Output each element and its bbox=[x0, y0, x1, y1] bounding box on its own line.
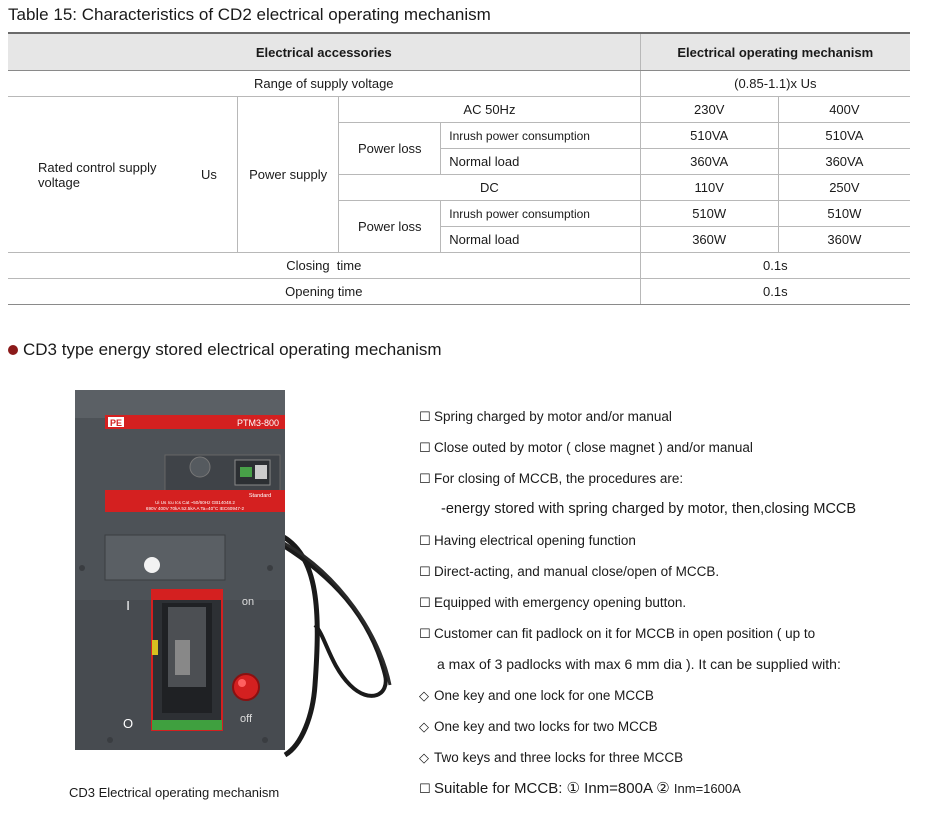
on-label: on bbox=[241, 596, 255, 608]
rating-line1: Ui Us Icu Ics Cat ~50/60Hz GB14048.2 bbox=[155, 500, 235, 505]
feature-item bbox=[419, 773, 856, 804]
us-label: Us bbox=[201, 167, 217, 182]
feature-text: Spring charged by motor and/or manual bbox=[434, 409, 672, 424]
dc-normal-2: 360W bbox=[778, 227, 910, 253]
ac-label: AC 50Hz bbox=[339, 97, 640, 123]
operating-mechanism-image bbox=[70, 385, 400, 760]
opening-label: Opening time bbox=[8, 279, 640, 305]
feature-item bbox=[419, 711, 856, 742]
diamond-icon: ◇ bbox=[419, 688, 429, 703]
feature-item bbox=[419, 618, 856, 649]
checkbox-icon: ☐ bbox=[419, 409, 431, 424]
power-loss-label-dc: Power loss bbox=[339, 201, 441, 253]
ac-v2: 400V bbox=[778, 97, 910, 123]
table-row bbox=[8, 253, 910, 279]
feature-item bbox=[419, 649, 856, 680]
dc-inrush-1: 510W bbox=[640, 201, 778, 227]
checkbox-icon: ☐ bbox=[419, 564, 431, 579]
feature-text: One key and two locks for two MCCB bbox=[434, 719, 658, 734]
feature-item bbox=[419, 587, 856, 618]
indicator-icon bbox=[144, 557, 160, 573]
rating-standard-text: Standard bbox=[248, 493, 272, 499]
rating-line2: 690V 400V 70kA 52.5kA A Ta=40°C IEC60947-2 bbox=[145, 506, 245, 511]
feature-text: One key and one lock for one MCCB bbox=[434, 688, 654, 703]
feature-item bbox=[419, 494, 856, 525]
power-supply-label: Power supply bbox=[237, 97, 338, 253]
closing-label: Closing time bbox=[8, 253, 640, 279]
range-label: Range of supply voltage bbox=[8, 71, 640, 97]
zero-label: O bbox=[122, 716, 134, 731]
checkbox-icon: ☐ bbox=[419, 533, 431, 548]
checkbox-icon: ☐ bbox=[419, 595, 431, 610]
normal-label-dc: Normal load bbox=[441, 227, 640, 253]
feature-text: Suitable for MCCB: ① Inm=800A ② bbox=[434, 780, 670, 797]
header-electrical-operating-mechanism: Electrical operating mechanism bbox=[640, 33, 910, 71]
diamond-icon: ◇ bbox=[419, 719, 429, 734]
closing-value: 0.1s bbox=[640, 253, 910, 279]
header-electrical-accessories: Electrical accessories bbox=[8, 33, 640, 71]
checkbox-icon: ☐ bbox=[419, 626, 431, 641]
checkbox-icon: ☐ bbox=[419, 440, 431, 455]
dc-v2: 250V bbox=[778, 175, 910, 201]
feature-text: a max of 3 padlocks with max 6 mm dia ). It can be supplied with: bbox=[437, 656, 841, 672]
feature-text: For closing of MCCB, the procedures are: bbox=[434, 471, 684, 486]
diamond-icon: ◇ bbox=[419, 750, 429, 765]
table-header-row bbox=[8, 33, 910, 71]
table-title: Table 15: Characteristics of CD2 electrical operating mechanism bbox=[8, 5, 491, 24]
range-value: (0.85-1.1)x Us bbox=[640, 71, 910, 97]
dc-label: DC bbox=[339, 175, 640, 201]
characteristics-table bbox=[8, 32, 910, 305]
section-heading bbox=[8, 340, 442, 360]
rated-label-text: Rated control supply voltage bbox=[38, 159, 157, 190]
inrush-label: Inrush power consumption bbox=[441, 123, 640, 149]
one-label: I bbox=[126, 598, 130, 613]
dc-v1: 110V bbox=[640, 175, 778, 201]
inrush-label-dc: Inrush power consumption bbox=[441, 201, 640, 227]
feature-text: Having electrical opening function bbox=[434, 533, 636, 548]
rated-label bbox=[8, 97, 237, 253]
emergency-button-icon bbox=[233, 674, 259, 700]
checkbox-icon: ☐ bbox=[419, 471, 431, 486]
ac-inrush-2: 510VA bbox=[778, 123, 910, 149]
ac-normal-2: 360VA bbox=[778, 149, 910, 175]
section-heading-text: CD3 type energy stored electrical operating mechanism bbox=[23, 340, 442, 359]
ac-normal-1: 360VA bbox=[640, 149, 778, 175]
feature-item bbox=[419, 742, 856, 773]
feature-item bbox=[419, 556, 856, 587]
checkbox-icon: ☐ bbox=[419, 781, 431, 796]
off-label: off bbox=[239, 713, 253, 725]
feature-item bbox=[419, 401, 856, 432]
model-label: PTM3-800 bbox=[236, 418, 280, 428]
ac-v1: 230V bbox=[640, 97, 778, 123]
feature-item bbox=[419, 680, 856, 711]
table-row bbox=[8, 279, 910, 305]
feature-text: Equipped with emergency opening button. bbox=[434, 595, 687, 610]
brand-logo: PE bbox=[109, 418, 123, 428]
feature-item bbox=[419, 463, 856, 494]
bullet-dot-icon bbox=[8, 345, 18, 355]
feature-text: Two keys and three locks for three MCCB bbox=[434, 750, 684, 765]
dc-normal-1: 360W bbox=[640, 227, 778, 253]
feature-text: Direct-acting, and manual close/open of MCCB. bbox=[434, 564, 720, 579]
feature-list bbox=[419, 401, 856, 804]
normal-label: Normal load bbox=[441, 149, 640, 175]
feature-text: -energy stored with spring charged by motor, then,closing MCCB bbox=[441, 501, 857, 517]
power-loss-label: Power loss bbox=[339, 123, 441, 175]
table-row bbox=[8, 97, 910, 123]
feature-text: Inm=1600A bbox=[673, 781, 741, 796]
feature-item bbox=[419, 525, 856, 556]
feature-text: Customer can fit padlock on it for MCCB in open position ( up to bbox=[434, 626, 816, 641]
dc-inrush-2: 510W bbox=[778, 201, 910, 227]
table-row bbox=[8, 71, 910, 97]
feature-item bbox=[419, 432, 856, 463]
feature-text: Close outed by motor ( close magnet ) and/or manual bbox=[434, 440, 753, 455]
ac-inrush-1: 510VA bbox=[640, 123, 778, 149]
opening-value: 0.1s bbox=[640, 279, 910, 305]
device-caption: CD3 Electrical operating mechanism bbox=[69, 785, 280, 800]
